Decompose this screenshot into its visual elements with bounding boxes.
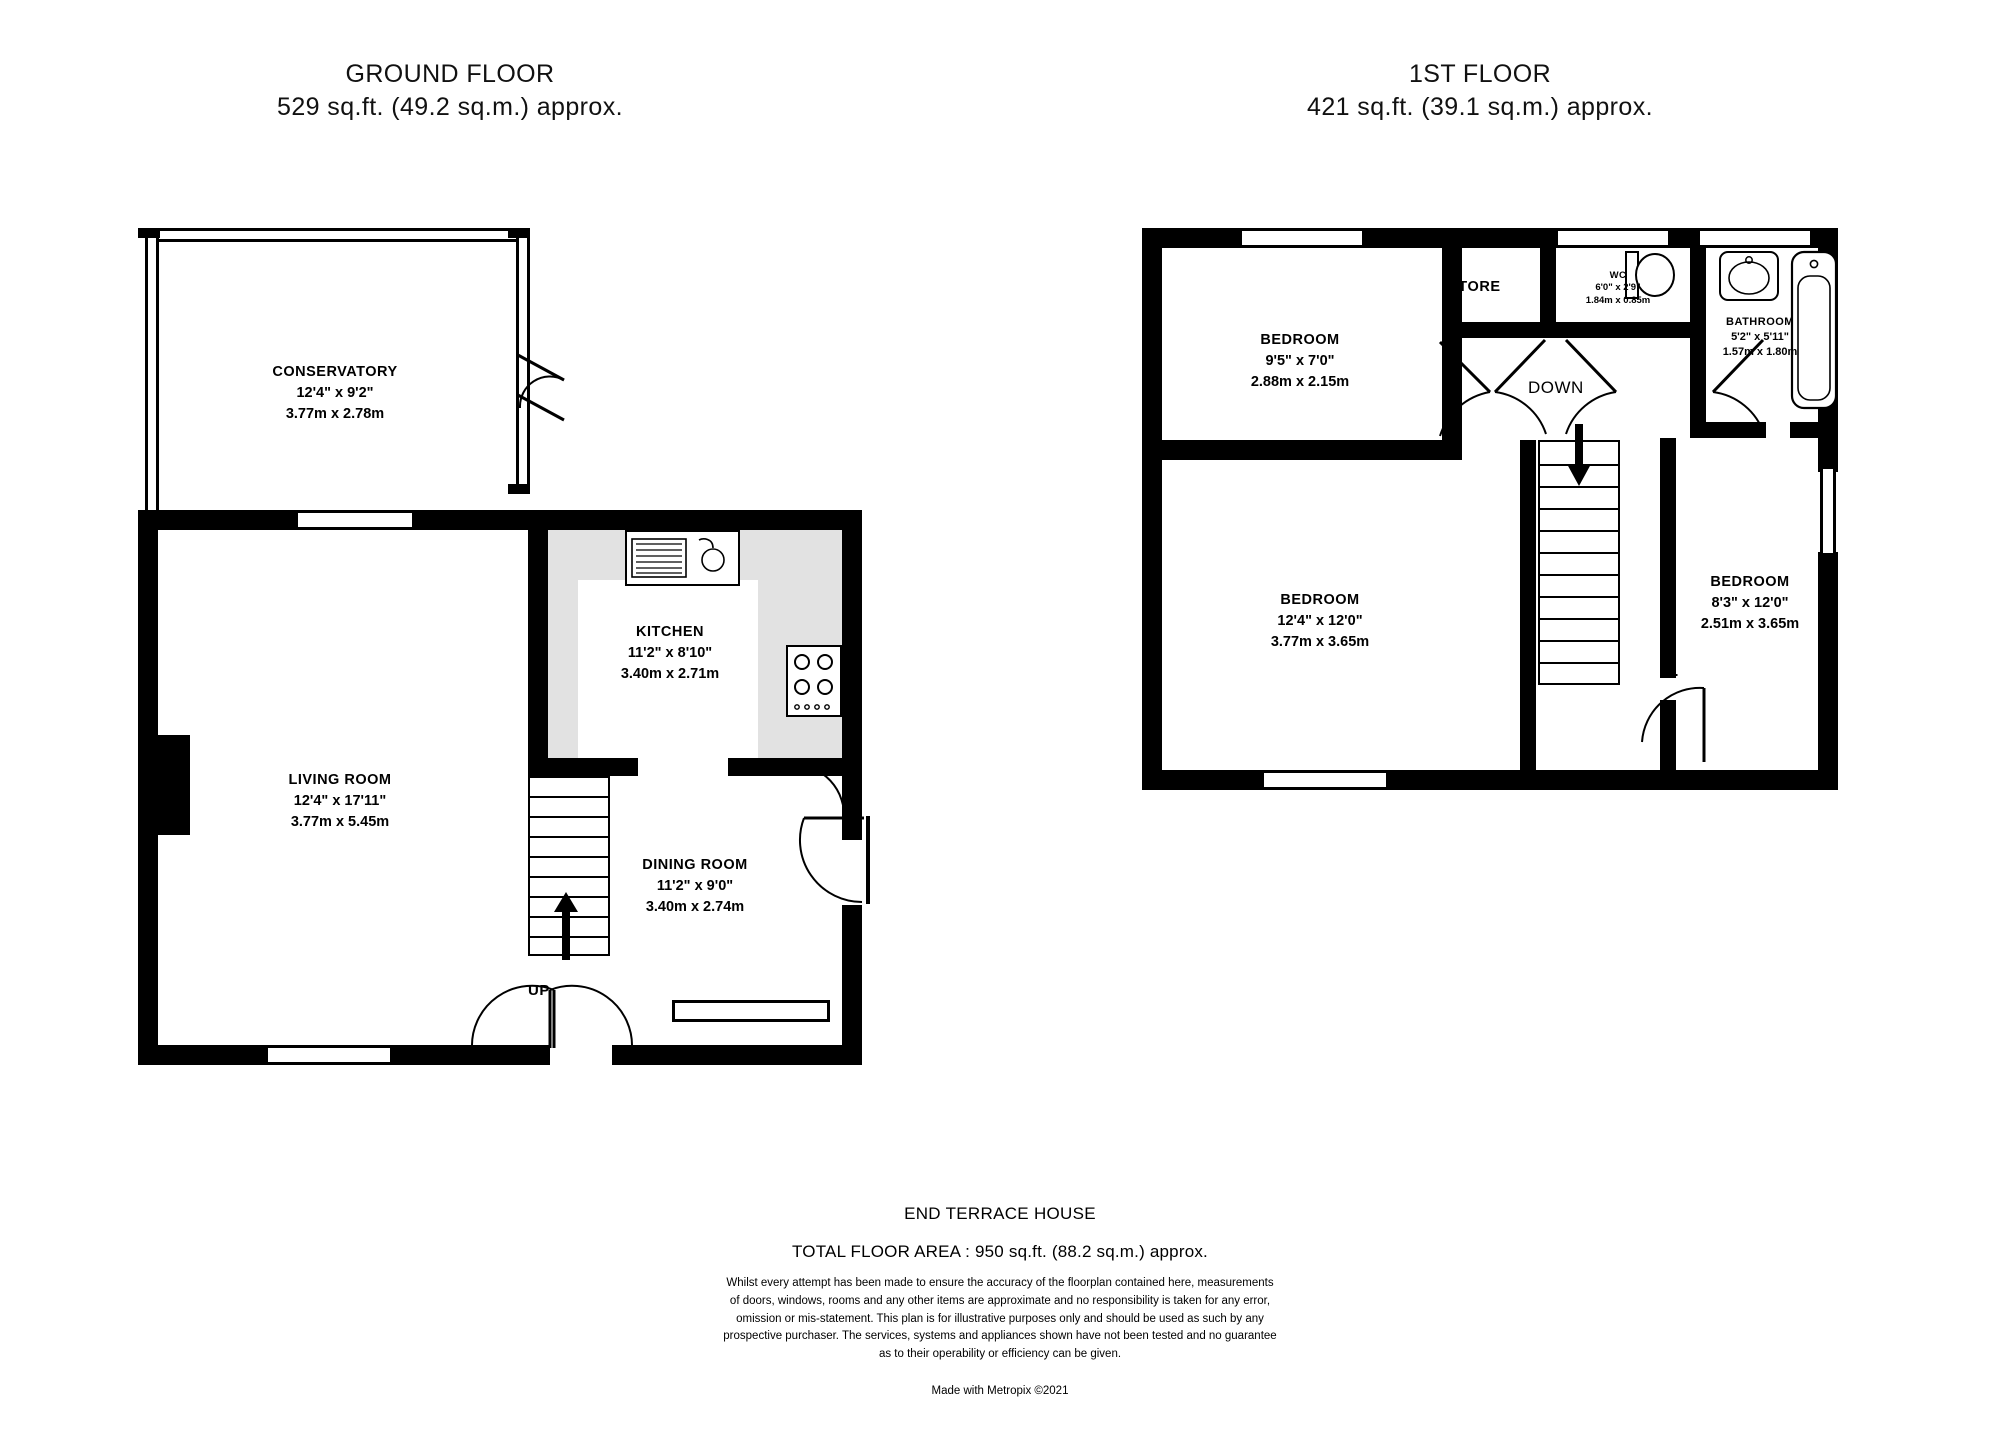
window-bedroom1-top <box>1242 228 1362 248</box>
first-internal-wall-bed2-right <box>1520 480 1536 780</box>
conservatory-door-swing-2 <box>516 392 576 472</box>
window-bathroom-top <box>1700 228 1810 248</box>
room-label-store: STORE <box>1448 279 1501 295</box>
conservatory-corner-top-left <box>138 228 160 238</box>
first-internal-wall-bath-bottom2 <box>1790 422 1838 438</box>
window-bedroom3-right <box>1820 466 1836 556</box>
ground-floor-header <box>170 58 730 124</box>
room-label-kitchen: KITCHEN 11'2" x 8'10" 3.40m x 2.71m <box>620 624 720 683</box>
ground-wall-top-left <box>138 510 298 530</box>
kitchen-sink-icon <box>625 530 740 586</box>
hall-door-swing-right <box>548 962 644 1052</box>
first-floor-title: 1ST FLOOR <box>1408 60 1552 88</box>
first-internal-wall-landing-left <box>1520 440 1536 480</box>
kitchen-doorway-swing <box>772 762 848 832</box>
conservatory-wall-right-lower <box>508 484 530 494</box>
store-door-swing <box>1450 336 1555 441</box>
disclaimer-text <box>0 1275 2000 1364</box>
kitchen-wall-bottom-left <box>528 758 638 776</box>
made-with-label: Made with Metropix ©2021 <box>931 1385 1069 1397</box>
first-stair-label: DOWN <box>1528 378 1584 397</box>
disclaimer-line-1: Whilst every attempt has been made to ensure the accuracy of the floorplan contained here, measurements <box>726 1277 1274 1289</box>
window-living-room-bottom <box>268 1045 390 1065</box>
room-label-dining-room: DINING ROOM 11'2" x 9'0" 3.40m x 2.74m <box>642 857 748 916</box>
room-label-bathroom: BATHROOM 5'2" x 5'11" 1.57m x 1.80m <box>1722 316 1798 358</box>
ground-stair-label: UP <box>528 982 551 999</box>
first-internal-wall-bed1-bottom <box>1142 440 1462 460</box>
first-wall-bottom-right <box>1386 770 1838 790</box>
ground-floor-area: 529 sq.ft. (49.2 sq.m.) approx. <box>277 93 623 121</box>
hall-door-swing-left <box>460 962 556 1052</box>
first-wall-bottom-left <box>1142 770 1264 790</box>
window-kitchen-top <box>298 510 412 530</box>
disclaimer-line-3: omission or mis-statement. This plan is for illustrative purposes only and should be used as such by any <box>736 1312 1264 1325</box>
room-label-wc: WC 6'0" x 2'9" 1.84m x 0.85m <box>1585 270 1651 306</box>
disclaimer-line-5: as to their operability or efficiency can be given. <box>878 1348 1122 1361</box>
dining-room-unit <box>672 1000 830 1022</box>
disclaimer-line-4: prospective purchaser. The services, systems and appliances shown have not been tested and no guarantee <box>723 1330 1277 1343</box>
room-label-conservatory: CONSERVATORY 12'4" x 9'2" 3.77m x 2.78m <box>272 364 398 423</box>
kitchen-hob-icon <box>786 645 842 717</box>
ground-wall-bottom-left <box>138 1045 268 1065</box>
window-bedroom2-bottom <box>1264 770 1386 790</box>
conservatory-wall-top <box>145 228 530 242</box>
wash-basin-icon <box>1718 250 1780 302</box>
ground-wall-right-lower <box>842 905 862 1065</box>
room-label-living-room: LIVING ROOM 12'4" x 17'11" 3.77m x 5.45m <box>288 772 392 831</box>
first-wall-left <box>1142 228 1162 790</box>
property-type-label: END TERRACE HOUSE <box>904 1204 1096 1223</box>
room-label-bedroom-3: BEDROOM 8'3" x 12'0" 2.51m x 3.65m <box>1700 574 1800 633</box>
kitchen-wall-divider <box>528 510 548 770</box>
total-floor-area-label: TOTAL FLOOR AREA : 950 sq.ft. (88.2 sq.m.) approx. <box>792 1242 1208 1261</box>
wc-door-swing <box>1560 336 1665 441</box>
first-floor-header <box>1200 58 1760 124</box>
first-internal-wall-landing-right <box>1660 438 1676 498</box>
ground-floor-title: GROUND FLOOR <box>345 60 555 88</box>
disclaimer-line-2: of doors, windows, rooms and any other items are approximate and no responsibility is taken for any error, <box>729 1294 1271 1307</box>
conservatory-corner-top-right <box>508 228 530 238</box>
ground-wall-top-kitchen <box>412 510 862 530</box>
bed3-door-swing <box>1612 670 1708 766</box>
ground-wall-bottom-right <box>612 1045 862 1065</box>
stair-up-arrow-icon <box>546 890 586 962</box>
first-wall-top-left <box>1142 228 1242 248</box>
window-wc-top <box>1558 228 1668 248</box>
first-floor-area: 421 sq.ft. (39.1 sq.m.) approx. <box>1307 93 1653 121</box>
room-label-bedroom-2: BEDROOM 12'4" x 12'0" 3.77m x 3.65m <box>1270 592 1370 651</box>
room-label-bedroom-1: BEDROOM 9'5" x 7'0" 2.88m x 2.15m <box>1250 332 1350 391</box>
